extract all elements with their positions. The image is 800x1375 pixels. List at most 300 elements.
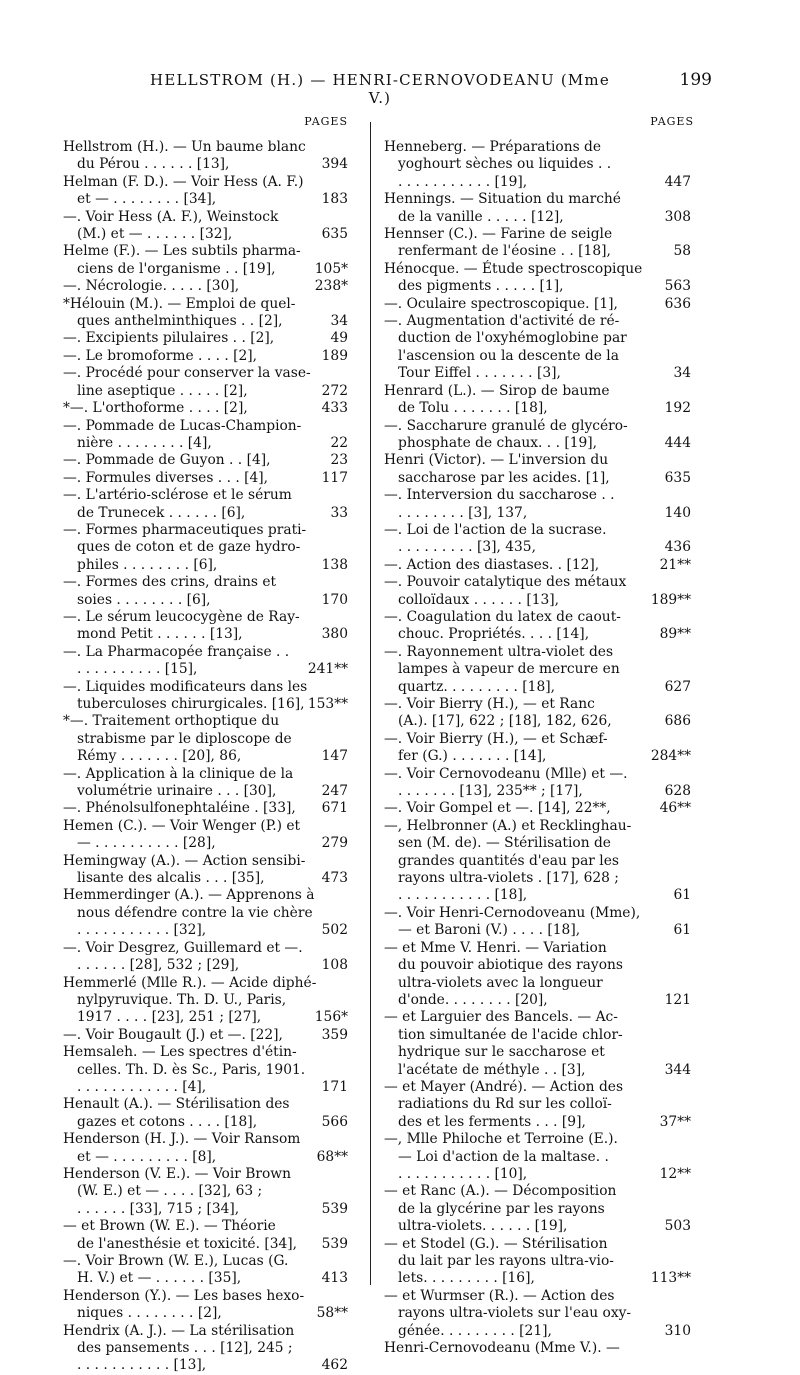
entry-line — [384, 992, 691, 1009]
index-column-right — [384, 113, 694, 1357]
index-entry — [63, 609, 348, 644]
entry-text: —. Voir Gompel et —. [14], 22**, — [384, 800, 611, 817]
entry-line — [63, 1183, 348, 1200]
index-entry — [63, 296, 348, 331]
entry-text: . . . . . . . [13], 235** ; [17], — [398, 783, 583, 800]
entry-line — [63, 818, 348, 835]
index-entry — [384, 139, 691, 191]
entry-line — [63, 1096, 348, 1113]
entry-text: Henneberg. — Préparations de — [384, 139, 602, 155]
entry-line — [384, 452, 691, 469]
entry-line — [63, 505, 348, 522]
entry-text: fer (G.) . . . . . . . [14], — [398, 748, 547, 765]
entry-line — [384, 174, 691, 191]
index-entry — [63, 139, 348, 174]
index-entry — [63, 1044, 348, 1096]
entry-line — [63, 226, 348, 243]
entry-text: —. Voir Hess (A. F.), Weinstock — [63, 208, 279, 225]
page-ref: 61 — [673, 887, 691, 904]
entry-text: — et Larguier des Bancels. — Ac- — [384, 1009, 618, 1026]
entry-text: génée. . . . . . . . . [21], — [398, 1322, 552, 1339]
entry-line — [384, 296, 691, 313]
entry-line — [384, 731, 691, 748]
index-entry — [63, 940, 348, 975]
entry-line — [384, 261, 691, 278]
entry-line — [384, 1131, 691, 1148]
entry-line — [384, 1096, 691, 1113]
page-ref: 108 — [321, 957, 348, 974]
index-entry — [63, 574, 348, 609]
index-entry — [63, 174, 348, 209]
entry-text: ultra-violets avec la longueur — [398, 974, 603, 991]
entry-text: Hemmerdinger (A.). — Apprenons à — [63, 887, 315, 904]
entry-text: . . . . . . . . . [3], 435, — [398, 539, 536, 556]
entry-text: Hennser (C.). — Farine de seigle — [384, 226, 613, 243]
page-ref: 539 — [321, 1200, 348, 1217]
entry-line — [384, 522, 691, 539]
index-entry — [384, 766, 691, 801]
entry-text: —. Formes des crins, drains et — [63, 574, 277, 591]
entry-text: et — . . . . . . . . [34], — [77, 191, 217, 208]
entry-line — [384, 539, 691, 556]
pages-column-heading: PAGES — [650, 115, 694, 128]
entry-text: . . . . . . . . . . . [32], — [77, 922, 207, 939]
entry-line — [63, 435, 348, 452]
entry-line — [63, 313, 348, 330]
entry-text: l'acétate de méthyle . . [3], — [398, 1061, 586, 1078]
page-ref: 628 — [664, 783, 691, 800]
entry-line — [63, 383, 348, 400]
entry-line — [384, 887, 691, 904]
entry-text: — et Mayer (André). — Action des — [384, 1078, 624, 1095]
entry-text: . . . . . . . . . . . . [4], — [77, 1078, 207, 1095]
entry-line — [384, 1201, 691, 1218]
entry-text: lets. . . . . . . . . [16], — [398, 1270, 535, 1287]
page-ref: 22 — [330, 434, 348, 451]
entry-text: —. Voir Henri-Cernodoveanu (Mme), — [384, 904, 641, 921]
entry-text: des pansements . . . [12], 245 ; — [77, 1340, 293, 1357]
entry-line — [384, 1340, 691, 1357]
page-ref: 183 — [321, 191, 348, 208]
entry-text: —. Pouvoir catalytique des métaux — [384, 574, 627, 591]
index-entry — [63, 209, 348, 244]
entry-line — [63, 1044, 348, 1061]
page-ref: 433 — [321, 400, 348, 417]
entry-text: et — . . . . . . . . . [8], — [77, 1148, 217, 1165]
entry-line — [63, 557, 348, 574]
entry-line — [63, 800, 348, 817]
entry-line — [384, 975, 691, 992]
entry-line — [384, 1236, 691, 1253]
entry-text: —. Loi de l'action de la sucrase. — [384, 521, 607, 538]
entry-text: —. Interversion du saccharose . . — [384, 487, 615, 504]
entry-text: mond Petit . . . . . . [13], — [77, 626, 243, 643]
page-ref: 539 — [321, 1235, 348, 1252]
entry-line — [384, 1062, 691, 1079]
page-ref: 34 — [673, 365, 691, 382]
entry-line — [63, 922, 348, 939]
entry-line — [63, 174, 348, 191]
page-ref: 308 — [664, 208, 691, 225]
entry-text: grandes quantités d'eau par les — [398, 852, 619, 869]
entry-text: strabisme par le diploscope de — [77, 730, 292, 747]
index-entry — [63, 1027, 348, 1044]
entry-text: tion simultanée de l'acide chlor- — [398, 1026, 623, 1043]
entry-text: Henderson (Y.). — Les bases hexo- — [63, 1287, 305, 1304]
entry-line — [63, 748, 348, 765]
entry-line — [384, 713, 691, 730]
entry-text: —. Saccharure granulé de glycéro- — [384, 417, 628, 434]
entry-text: . . . . . . [28], 532 ; [29], — [77, 957, 240, 974]
index-entry — [63, 818, 348, 853]
index-entry — [384, 383, 691, 418]
entry-line — [384, 470, 691, 487]
entry-line — [384, 1027, 691, 1044]
entry-line — [384, 1218, 691, 1235]
page-ref: 34 — [330, 313, 348, 330]
entry-text: —. Voir Bougault (J.) et —. [22], — [63, 1026, 283, 1043]
entry-line — [384, 1288, 691, 1305]
entry-text: . . . . . . [33], 715 ; [34], — [77, 1200, 240, 1217]
entry-text: renfermant de l'éosine . . [18], — [398, 243, 611, 260]
entry-text: quartz. . . . . . . . . [18], — [398, 678, 556, 695]
entry-text: saccharose par les acides. [1], — [398, 469, 610, 486]
index-entry — [63, 1323, 348, 1375]
entry-line — [384, 400, 691, 417]
index-entry — [384, 940, 691, 1010]
entry-text: (A.). [17], 622 ; [18], 182, 626, — [398, 713, 612, 730]
entry-line — [63, 1201, 348, 1218]
entry-text: line aseptique . . . . . [2], — [77, 382, 248, 399]
page-ref: 502 — [321, 922, 348, 939]
page-ref: 566 — [321, 1113, 348, 1130]
entry-text: (W. E.) et — . . . . [32], 63 ; — [77, 1183, 263, 1200]
entry-text: . . . . . . . . . . . [13], — [77, 1357, 207, 1374]
page-ref: 21** — [659, 556, 691, 573]
index-entry — [384, 1183, 691, 1235]
index-entry — [63, 1288, 348, 1323]
index-entry — [63, 975, 348, 1027]
entry-text: *—. Traitement orthoptique du — [63, 713, 280, 730]
entry-line — [384, 818, 691, 835]
entry-text: — . . . . . . . . . . [28], — [77, 835, 216, 852]
entry-text: — et Mme V. Henri. — Variation — [384, 939, 607, 956]
index-entry — [384, 1079, 691, 1131]
entry-line — [384, 679, 691, 696]
entry-text: —. L'artério-sclérose et le sérum — [63, 487, 292, 504]
entry-text: —. Voir Cernovodeanu (Mlle) et —. — [384, 765, 628, 782]
index-entry — [63, 348, 348, 365]
entry-text: chouc. Propriétés. . . . [14], — [398, 626, 590, 643]
entry-text: des pigments . . . . . [1], — [398, 278, 564, 295]
entry-text: de Trunecek . . . . . . [6], — [77, 504, 246, 521]
entry-text: . . . . . . . . . . . [18], — [398, 887, 528, 904]
page-ref: 636 — [664, 295, 691, 312]
entry-text: niques . . . . . . . . [2], — [77, 1305, 222, 1322]
entry-line — [384, 1183, 691, 1200]
entry-line — [384, 330, 691, 347]
index-entry — [384, 557, 691, 574]
entry-text: —. Le sérum leucocygène de Ray- — [63, 608, 300, 625]
page-ref: 153** — [307, 696, 348, 712]
index-entry — [384, 1131, 691, 1183]
index-entry — [384, 1340, 691, 1357]
page-ref: 23 — [330, 452, 348, 469]
page-ref: 189 — [321, 347, 348, 364]
index-entry — [63, 766, 348, 801]
entry-line — [384, 209, 691, 226]
entry-text: (M.) et — . . . . . . [32], — [77, 226, 233, 243]
index-entry — [63, 853, 348, 888]
entry-line — [63, 905, 348, 922]
page-ref: 284** — [650, 748, 691, 765]
entry-line — [384, 278, 691, 295]
page-ref: 138 — [321, 556, 348, 573]
index-entry — [63, 887, 348, 939]
entry-line — [63, 452, 348, 469]
entry-text: Hemen (C.). — Voir Wenger (P.) et — [63, 817, 301, 834]
entry-text: — et Wurmser (R.). — Action des — [384, 1287, 615, 1304]
index-entry — [63, 365, 348, 400]
page-ref: 12** — [659, 1165, 691, 1182]
entry-text: . . . . . . . . . . . [10], — [398, 1165, 528, 1182]
entry-text: —. Oculaire spectroscopique. [1], — [384, 295, 618, 312]
entry-text: —. Liquides modificateurs dans les — [63, 678, 308, 695]
entry-line — [63, 992, 348, 1009]
entry-line — [63, 487, 348, 504]
entry-line — [63, 626, 348, 643]
entry-line — [384, 505, 691, 522]
entry-text: Hellstrom (H.). — Un baume blanc — [63, 139, 306, 155]
entry-line — [63, 1305, 348, 1322]
entry-text: l'ascension ou la descente de la — [398, 347, 619, 364]
entry-line — [384, 766, 691, 783]
index-entry — [384, 609, 691, 644]
index-entry — [384, 644, 691, 696]
page-ref: 635 — [664, 469, 691, 486]
entry-line — [384, 1044, 691, 1061]
entry-line — [384, 661, 691, 678]
page-ref: 37** — [659, 1113, 691, 1130]
entry-line — [63, 1236, 348, 1253]
entry-text: Henderson (H. J.). — Voir Ransom — [63, 1131, 301, 1148]
entry-text: Hemingway (A.). — Action sensibi- — [63, 852, 306, 869]
entry-text: Hennings. — Situation du marché — [384, 191, 621, 208]
entry-line — [384, 609, 691, 626]
entry-line — [384, 800, 691, 817]
entry-line — [63, 296, 348, 313]
entry-line — [384, 313, 691, 330]
entry-line — [63, 696, 348, 713]
entry-text: —. Procédé pour conserver la vase- — [63, 365, 311, 382]
entry-text: *—. L'orthoforme . . . . [2], — [63, 400, 248, 417]
entry-text: —. La Pharmacopée française . . — [63, 643, 290, 660]
entry-text: —. Pommade de Guyon . . [4], — [63, 452, 271, 469]
page-ref: 447 — [664, 173, 691, 190]
index-entry — [63, 487, 348, 522]
entry-text: *Hélouin (M.). — Emploi de quel- — [63, 295, 296, 312]
entry-text: des et les ferments . . . [9], — [398, 1113, 586, 1130]
page-ref: 238* — [314, 278, 348, 295]
page-ref: 189** — [650, 591, 691, 608]
entry-line — [384, 243, 691, 260]
entry-line — [384, 644, 691, 661]
running-head — [0, 70, 800, 107]
entry-text: yoghourt sèches ou liquides . . — [398, 156, 612, 173]
page-ref: 473 — [321, 870, 348, 887]
entry-line — [63, 1340, 348, 1357]
page-ref: 147 — [321, 748, 348, 765]
entry-line — [384, 191, 691, 208]
entry-text: . . . . . . . . [3], 137, — [398, 504, 528, 521]
entry-line — [384, 1323, 691, 1340]
index-entry — [63, 1096, 348, 1131]
index-entry — [63, 1131, 348, 1166]
entry-text: . . . . . . . . . . . [19], — [398, 173, 528, 190]
entry-text: de l'anesthésie et toxicité. [34], — [77, 1235, 298, 1252]
entry-text: Tour Eiffel . . . . . . . [3], — [398, 365, 561, 382]
entry-text: du Pérou . . . . . . [13], — [77, 156, 230, 173]
entry-line — [63, 278, 348, 295]
entry-line — [63, 661, 348, 678]
page-ref: 171 — [321, 1078, 348, 1095]
entry-text: Hendrix (A. J.). — La stérilisation — [63, 1322, 295, 1339]
page-ref: 33 — [330, 504, 348, 521]
entry-line — [384, 626, 691, 643]
index-entry — [63, 800, 348, 817]
page-ref: 247 — [321, 783, 348, 800]
entry-line — [384, 1114, 691, 1131]
entry-line — [63, 1323, 348, 1340]
entry-line — [63, 783, 348, 800]
entry-line — [63, 1027, 348, 1044]
entry-line — [63, 870, 348, 887]
entry-line — [384, 574, 691, 591]
entry-text: Rémy . . . . . . . [20], 86, — [77, 748, 242, 765]
index-entry — [384, 522, 691, 557]
entry-line — [63, 522, 348, 539]
index-entry — [384, 905, 691, 940]
page-ref: 444 — [664, 434, 691, 451]
entry-text: —. Phénolsulfonephtaléine . [33], — [63, 800, 296, 817]
page-ref: 58 — [673, 243, 691, 260]
entry-line — [63, 957, 348, 974]
entry-line — [63, 1079, 348, 1096]
entry-line — [63, 731, 348, 748]
entry-line — [63, 348, 348, 365]
entry-line — [63, 609, 348, 626]
page-ref: 58** — [316, 1305, 348, 1322]
index-entry — [63, 1218, 348, 1253]
entry-line — [63, 209, 348, 226]
page-ref: 394 — [321, 156, 348, 173]
entry-text: nière . . . . . . . . [4], — [77, 434, 212, 451]
index-entry — [63, 644, 348, 679]
entry-text: tuberculoses chirurgicales. [16], — [77, 696, 305, 712]
entry-line — [63, 365, 348, 382]
page-ref: 241** — [307, 661, 348, 678]
entry-line — [384, 957, 691, 974]
entry-text: —. Rayonnement ultra-violet des — [384, 643, 614, 660]
entry-text: —. Application à la clinique de la — [63, 765, 294, 782]
entry-line — [63, 1270, 348, 1287]
entry-text: —. Formes pharmaceutiques prati- — [63, 521, 307, 538]
entry-text: soies . . . . . . . . [6], — [77, 591, 211, 608]
entry-line — [384, 853, 691, 870]
index-entry — [63, 1166, 348, 1218]
entry-text: philes . . . . . . . . [6], — [77, 556, 218, 573]
entry-line — [63, 1166, 348, 1183]
entry-line — [384, 1009, 691, 1026]
entry-text: —. Coagulation du latex de caout- — [384, 608, 621, 625]
entry-line — [384, 696, 691, 713]
entry-line — [384, 487, 691, 504]
entry-line — [63, 679, 348, 696]
index-entry — [63, 330, 348, 347]
entry-text: Hemmerlé (Mlle R.). — Acide diphé- — [63, 974, 317, 991]
entry-text: lisante des alcalis . . . [35], — [77, 870, 265, 887]
entry-text: —, Helbronner (A.) et Recklinghau- — [384, 817, 632, 834]
entry-text: Henault (A.). — Stérilisation des — [63, 1096, 290, 1113]
entry-text: —. Voir Brown (W. E.), Lucas (G. — [63, 1253, 289, 1269]
index-entry — [384, 1236, 691, 1288]
entry-text: du pouvoir abiotique des rayons — [398, 957, 623, 974]
entry-line — [63, 539, 348, 556]
entry-line — [384, 226, 691, 243]
entry-line — [384, 940, 691, 957]
entry-text: —. Pommade de Lucas-Champion- — [63, 417, 302, 434]
index-entries — [384, 139, 691, 1357]
entry-text: —. Action des diastases. . [12], — [384, 556, 600, 573]
entry-text: rayons ultra-violets sur l'eau oxy- — [398, 1305, 632, 1322]
entry-text: — et Stodel (G.). — Stérilisation — [384, 1235, 608, 1252]
entry-text: duction de l'oxyhémoglobine par — [398, 330, 627, 347]
entry-line — [63, 574, 348, 591]
entry-text: —. Nécrologie. . . . . [30], — [63, 278, 240, 295]
page-ref: 503 — [664, 1218, 691, 1235]
entry-line — [63, 1062, 348, 1079]
entry-text: — et Baroni (V.) . . . . [18], — [398, 922, 581, 939]
page-ref: 563 — [664, 278, 691, 295]
index-entry — [63, 470, 348, 487]
entry-line — [384, 1305, 691, 1322]
entry-line — [384, 383, 691, 400]
entry-text: hydrique sur le saccharose et — [398, 1044, 605, 1061]
page-ref: 192 — [664, 400, 691, 417]
page-ref: 61 — [673, 922, 691, 939]
entry-line — [384, 1270, 691, 1287]
entry-line — [63, 835, 348, 852]
entry-line — [63, 1253, 348, 1270]
entry-line — [63, 330, 348, 347]
entry-text: lampes à vapeur de mercure en — [398, 661, 620, 678]
entry-text: Henri (Victor). — L'inversion du — [384, 452, 609, 469]
entry-line — [63, 1288, 348, 1305]
index-entry — [384, 731, 691, 766]
entry-line — [63, 1357, 348, 1374]
index-entry — [384, 261, 691, 296]
entry-line — [384, 783, 691, 800]
page-ref: 436 — [664, 539, 691, 556]
index-column-left — [63, 113, 348, 1374]
entry-line — [63, 156, 348, 173]
entry-text: — Loi d'action de la maltase. . — [398, 1148, 609, 1165]
entry-line — [384, 1166, 691, 1183]
entry-line — [63, 975, 348, 992]
entry-line — [384, 557, 691, 574]
page-number: 199 — [679, 70, 712, 90]
index-entry — [384, 696, 691, 731]
